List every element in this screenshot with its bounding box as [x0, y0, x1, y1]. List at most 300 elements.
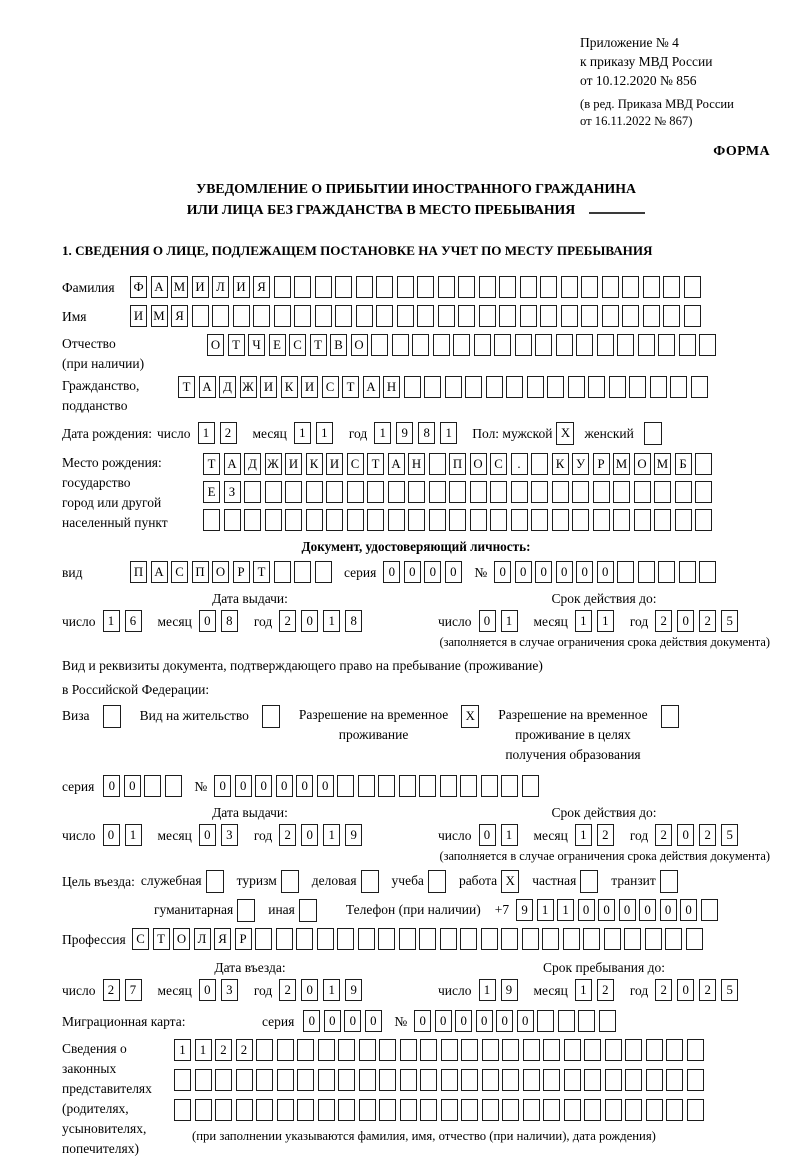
form-cell[interactable]	[297, 1099, 314, 1121]
form-cell[interactable]	[588, 376, 605, 398]
form-cell[interactable]: С	[322, 376, 339, 398]
form-cell[interactable]	[408, 509, 425, 531]
year-cell[interactable]: 9	[396, 422, 413, 444]
form-cell[interactable]	[445, 376, 462, 398]
form-cell[interactable]: 0	[303, 1010, 320, 1032]
form-cell[interactable]	[540, 276, 557, 298]
month-cell[interactable]: 1	[575, 979, 592, 1001]
form-cell[interactable]	[335, 305, 352, 327]
form-cell[interactable]	[564, 1039, 581, 1061]
form-cell[interactable]: Б	[675, 453, 692, 475]
form-cell[interactable]: Р	[593, 453, 610, 475]
form-cell[interactable]: Т	[253, 561, 270, 583]
form-cell[interactable]: Е	[203, 481, 220, 503]
form-cell[interactable]	[482, 1039, 499, 1061]
year-cell[interactable]: 2	[655, 824, 672, 846]
form-cell[interactable]	[599, 1010, 616, 1032]
form-cell[interactable]	[643, 276, 660, 298]
form-cell[interactable]: 0	[424, 561, 441, 583]
form-cell[interactable]: М	[171, 276, 188, 298]
form-cell[interactable]	[297, 1069, 314, 1091]
form-cell[interactable]	[499, 276, 516, 298]
year-cell[interactable]: 0	[677, 824, 694, 846]
form-cell[interactable]: С	[347, 453, 364, 475]
form-cell[interactable]: Т	[228, 334, 245, 356]
day-cell[interactable]: 9	[501, 979, 518, 1001]
form-cell[interactable]	[367, 509, 384, 531]
year-cell[interactable]: 1	[323, 979, 340, 1001]
form-cell[interactable]: 1	[557, 899, 574, 921]
form-cell[interactable]	[256, 1099, 273, 1121]
form-cell[interactable]: Л	[212, 276, 229, 298]
form-cell[interactable]	[212, 305, 229, 327]
form-cell[interactable]	[482, 1069, 499, 1091]
form-cell[interactable]	[602, 305, 619, 327]
form-cell[interactable]	[490, 509, 507, 531]
form-cell[interactable]: И	[260, 376, 277, 398]
form-cell[interactable]	[593, 509, 610, 531]
form-cell[interactable]	[277, 1099, 294, 1121]
form-cell[interactable]	[543, 1039, 560, 1061]
option-checkbox[interactable]	[428, 870, 446, 893]
form-cell[interactable]	[429, 481, 446, 503]
form-cell[interactable]: Я	[214, 928, 231, 950]
form-cell[interactable]	[679, 334, 696, 356]
form-cell[interactable]	[561, 276, 578, 298]
form-cell[interactable]: О	[207, 334, 224, 356]
form-cell[interactable]	[441, 1039, 458, 1061]
form-cell[interactable]: Я	[171, 305, 188, 327]
form-cell[interactable]	[679, 561, 696, 583]
form-cell[interactable]	[441, 1069, 458, 1091]
form-cell[interactable]	[318, 1039, 335, 1061]
form-cell[interactable]	[458, 276, 475, 298]
form-cell[interactable]	[338, 1039, 355, 1061]
form-cell[interactable]	[429, 509, 446, 531]
form-cell[interactable]: И	[301, 376, 318, 398]
form-cell[interactable]: 0	[404, 561, 421, 583]
form-cell[interactable]	[256, 1039, 273, 1061]
option-checkbox[interactable]	[237, 899, 255, 922]
form-cell[interactable]	[461, 1039, 478, 1061]
form-cell[interactable]	[399, 928, 416, 950]
form-cell[interactable]: Т	[153, 928, 170, 950]
form-cell[interactable]	[531, 481, 548, 503]
form-cell[interactable]	[337, 928, 354, 950]
form-cell[interactable]: И	[192, 276, 209, 298]
form-cell[interactable]	[520, 305, 537, 327]
form-cell[interactable]: О	[212, 561, 229, 583]
form-cell[interactable]: И	[285, 453, 302, 475]
form-cell[interactable]	[597, 334, 614, 356]
form-cell[interactable]	[695, 481, 712, 503]
form-cell[interactable]: 0	[317, 775, 334, 797]
form-cell[interactable]: 0	[276, 775, 293, 797]
month-cell[interactable]: 0	[199, 610, 216, 632]
form-cell[interactable]	[604, 928, 621, 950]
form-cell[interactable]	[326, 481, 343, 503]
form-cell[interactable]: И	[326, 453, 343, 475]
option-checkbox[interactable]	[281, 870, 299, 893]
form-cell[interactable]	[666, 1099, 683, 1121]
form-cell[interactable]	[537, 1010, 554, 1032]
form-cell[interactable]	[371, 334, 388, 356]
form-cell[interactable]	[687, 1069, 704, 1091]
form-cell[interactable]	[144, 775, 161, 797]
form-cell[interactable]	[306, 509, 323, 531]
month-cell[interactable]: 0	[199, 824, 216, 846]
form-cell[interactable]	[654, 481, 671, 503]
form-cell[interactable]	[699, 561, 716, 583]
form-cell[interactable]	[552, 481, 569, 503]
form-cell[interactable]	[625, 1069, 642, 1091]
form-cell[interactable]	[666, 1069, 683, 1091]
form-cell[interactable]	[670, 376, 687, 398]
form-cell[interactable]	[646, 1069, 663, 1091]
form-cell[interactable]	[367, 481, 384, 503]
form-cell[interactable]	[520, 276, 537, 298]
day-cell[interactable]: 6	[125, 610, 142, 632]
form-cell[interactable]	[276, 928, 293, 950]
form-cell[interactable]: 0	[324, 1010, 341, 1032]
form-cell[interactable]	[392, 334, 409, 356]
form-cell[interactable]: 0	[235, 775, 252, 797]
form-cell[interactable]	[522, 928, 539, 950]
form-cell[interactable]	[404, 376, 421, 398]
form-cell[interactable]: 0	[619, 899, 636, 921]
form-cell[interactable]: 0	[255, 775, 272, 797]
year-cell[interactable]: 8	[418, 422, 435, 444]
form-cell[interactable]	[195, 1069, 212, 1091]
form-cell[interactable]	[556, 334, 573, 356]
form-cell[interactable]: 0	[535, 561, 552, 583]
form-cell[interactable]	[388, 481, 405, 503]
day-cell[interactable]: 7	[125, 979, 142, 1001]
form-cell[interactable]: 0	[124, 775, 141, 797]
form-cell[interactable]: 1	[537, 899, 554, 921]
form-cell[interactable]	[552, 509, 569, 531]
year-cell[interactable]: 0	[301, 610, 318, 632]
form-cell[interactable]	[501, 775, 518, 797]
form-cell[interactable]: А	[151, 561, 168, 583]
form-cell[interactable]: Т	[178, 376, 195, 398]
form-cell[interactable]: Ж	[240, 376, 257, 398]
form-cell[interactable]	[625, 1099, 642, 1121]
form-cell[interactable]	[654, 509, 671, 531]
form-cell[interactable]: Р	[235, 928, 252, 950]
form-cell[interactable]: 0	[556, 561, 573, 583]
form-cell[interactable]	[646, 1039, 663, 1061]
form-cell[interactable]	[531, 509, 548, 531]
form-cell[interactable]: 0	[598, 899, 615, 921]
form-cell[interactable]	[605, 1069, 622, 1091]
form-cell[interactable]	[605, 1099, 622, 1121]
form-cell[interactable]: М	[613, 453, 630, 475]
form-cell[interactable]	[522, 775, 539, 797]
form-cell[interactable]	[581, 305, 598, 327]
form-cell[interactable]: 2	[236, 1039, 253, 1061]
year-cell[interactable]: 2	[655, 610, 672, 632]
year-cell[interactable]: 5	[721, 979, 738, 1001]
form-cell[interactable]	[417, 276, 434, 298]
form-cell[interactable]	[502, 1099, 519, 1121]
form-cell[interactable]	[379, 1069, 396, 1091]
residence-permit-checkbox[interactable]	[262, 705, 280, 728]
form-cell[interactable]	[486, 376, 503, 398]
form-cell[interactable]	[572, 481, 589, 503]
form-cell[interactable]: О	[470, 453, 487, 475]
form-cell[interactable]	[318, 1069, 335, 1091]
form-cell[interactable]: Т	[310, 334, 327, 356]
form-cell[interactable]	[461, 1069, 478, 1091]
form-cell[interactable]	[501, 928, 518, 950]
form-cell[interactable]	[358, 928, 375, 950]
form-cell[interactable]	[515, 334, 532, 356]
form-cell[interactable]: 0	[455, 1010, 472, 1032]
form-cell[interactable]	[540, 305, 557, 327]
year-cell[interactable]: 2	[699, 610, 716, 632]
form-cell[interactable]: 0	[445, 561, 462, 583]
form-cell[interactable]	[634, 481, 651, 503]
form-cell[interactable]: Ч	[248, 334, 265, 356]
form-cell[interactable]: Д	[219, 376, 236, 398]
form-cell[interactable]	[663, 305, 680, 327]
month-cell[interactable]: 2	[597, 824, 614, 846]
form-cell[interactable]	[294, 305, 311, 327]
form-cell[interactable]	[602, 276, 619, 298]
month-cell[interactable]: 8	[221, 610, 238, 632]
form-cell[interactable]	[397, 305, 414, 327]
form-cell[interactable]	[563, 928, 580, 950]
form-cell[interactable]	[578, 1010, 595, 1032]
form-cell[interactable]	[347, 481, 364, 503]
form-cell[interactable]: М	[151, 305, 168, 327]
form-cell[interactable]: Ф	[130, 276, 147, 298]
form-cell[interactable]: И	[130, 305, 147, 327]
form-cell[interactable]	[658, 561, 675, 583]
form-cell[interactable]	[449, 509, 466, 531]
form-cell[interactable]	[315, 561, 332, 583]
form-cell[interactable]: 0	[660, 899, 677, 921]
form-cell[interactable]	[695, 453, 712, 475]
option-checkbox[interactable]	[660, 870, 678, 893]
form-cell[interactable]	[613, 509, 630, 531]
form-cell[interactable]	[412, 334, 429, 356]
form-cell[interactable]	[419, 928, 436, 950]
form-cell[interactable]	[274, 561, 291, 583]
form-cell[interactable]: 0	[383, 561, 400, 583]
form-cell[interactable]	[378, 928, 395, 950]
month-cell[interactable]: 0	[199, 979, 216, 1001]
form-cell[interactable]	[572, 509, 589, 531]
form-cell[interactable]	[378, 775, 395, 797]
form-cell[interactable]	[397, 276, 414, 298]
form-cell[interactable]	[215, 1069, 232, 1091]
form-cell[interactable]	[420, 1039, 437, 1061]
form-cell[interactable]	[356, 305, 373, 327]
year-cell[interactable]: 9	[345, 979, 362, 1001]
form-cell[interactable]	[265, 509, 282, 531]
form-cell[interactable]: О	[173, 928, 190, 950]
form-cell[interactable]	[482, 1099, 499, 1121]
day-cell[interactable]: 1	[501, 824, 518, 846]
form-cell[interactable]	[326, 509, 343, 531]
form-cell[interactable]	[318, 1099, 335, 1121]
form-cell[interactable]	[470, 481, 487, 503]
form-cell[interactable]	[449, 481, 466, 503]
year-cell[interactable]: 0	[677, 610, 694, 632]
form-cell[interactable]	[440, 928, 457, 950]
form-cell[interactable]: Л	[194, 928, 211, 950]
form-cell[interactable]	[646, 1099, 663, 1121]
form-cell[interactable]	[687, 1099, 704, 1121]
form-cell[interactable]	[481, 928, 498, 950]
form-cell[interactable]	[634, 509, 651, 531]
form-cell[interactable]: 2	[215, 1039, 232, 1061]
form-cell[interactable]	[399, 775, 416, 797]
form-cell[interactable]	[624, 928, 641, 950]
form-cell[interactable]	[274, 276, 291, 298]
form-cell[interactable]: Д	[244, 453, 261, 475]
edu-residence-checkbox[interactable]	[661, 705, 679, 728]
form-cell[interactable]	[686, 928, 703, 950]
form-cell[interactable]	[490, 481, 507, 503]
form-cell[interactable]: К	[552, 453, 569, 475]
form-cell[interactable]	[584, 1099, 601, 1121]
form-cell[interactable]: В	[330, 334, 347, 356]
form-cell[interactable]	[581, 276, 598, 298]
form-cell[interactable]	[277, 1069, 294, 1091]
form-cell[interactable]	[506, 376, 523, 398]
form-cell[interactable]: С	[490, 453, 507, 475]
form-cell[interactable]	[687, 1039, 704, 1061]
day-cell[interactable]: 1	[479, 979, 496, 1001]
year-cell[interactable]: 1	[323, 610, 340, 632]
form-cell[interactable]	[338, 1099, 355, 1121]
form-cell[interactable]	[359, 1069, 376, 1091]
form-cell[interactable]	[584, 1069, 601, 1091]
form-cell[interactable]	[438, 305, 455, 327]
form-cell[interactable]: 0	[414, 1010, 431, 1032]
form-cell[interactable]	[359, 1099, 376, 1121]
form-cell[interactable]: 0	[515, 561, 532, 583]
year-cell[interactable]: 2	[699, 824, 716, 846]
form-cell[interactable]: .	[511, 453, 528, 475]
form-cell[interactable]: С	[171, 561, 188, 583]
day-cell[interactable]: 1	[103, 610, 120, 632]
day-cell[interactable]: 2	[103, 979, 120, 1001]
option-checkbox[interactable]	[299, 899, 317, 922]
form-cell[interactable]	[561, 305, 578, 327]
form-cell[interactable]	[638, 561, 655, 583]
form-cell[interactable]: 0	[578, 899, 595, 921]
option-checkbox[interactable]	[361, 870, 379, 893]
form-cell[interactable]	[675, 481, 692, 503]
form-cell[interactable]: А	[388, 453, 405, 475]
form-cell[interactable]: 0	[435, 1010, 452, 1032]
form-cell[interactable]	[470, 509, 487, 531]
form-cell[interactable]: Т	[367, 453, 384, 475]
form-cell[interactable]	[543, 1099, 560, 1121]
form-cell[interactable]	[617, 334, 634, 356]
form-cell[interactable]	[315, 305, 332, 327]
form-cell[interactable]	[265, 481, 282, 503]
form-cell[interactable]	[317, 928, 334, 950]
day-cell[interactable]: 0	[479, 824, 496, 846]
form-cell[interactable]	[511, 509, 528, 531]
form-cell[interactable]	[499, 305, 516, 327]
form-cell[interactable]	[285, 481, 302, 503]
form-cell[interactable]	[695, 509, 712, 531]
form-cell[interactable]: 0	[365, 1010, 382, 1032]
form-cell[interactable]	[523, 1099, 540, 1121]
form-cell[interactable]	[400, 1069, 417, 1091]
sex-female-checkbox[interactable]	[644, 422, 662, 445]
form-cell[interactable]: К	[281, 376, 298, 398]
form-cell[interactable]	[576, 334, 593, 356]
form-cell[interactable]	[701, 899, 718, 921]
year-cell[interactable]: 0	[301, 824, 318, 846]
form-cell[interactable]	[583, 928, 600, 950]
form-cell[interactable]	[643, 305, 660, 327]
form-cell[interactable]	[502, 1039, 519, 1061]
form-cell[interactable]	[433, 334, 450, 356]
form-cell[interactable]	[165, 775, 182, 797]
form-cell[interactable]: С	[132, 928, 149, 950]
form-cell[interactable]	[613, 481, 630, 503]
form-cell[interactable]: У	[572, 453, 589, 475]
form-cell[interactable]	[376, 276, 393, 298]
form-cell[interactable]	[294, 276, 311, 298]
year-cell[interactable]: 5	[721, 610, 738, 632]
form-cell[interactable]	[531, 453, 548, 475]
form-cell[interactable]: 0	[680, 899, 697, 921]
option-checkbox[interactable]	[206, 870, 224, 893]
form-cell[interactable]: Н	[383, 376, 400, 398]
form-cell[interactable]	[424, 376, 441, 398]
form-cell[interactable]	[438, 276, 455, 298]
form-cell[interactable]: Ж	[265, 453, 282, 475]
form-cell[interactable]	[244, 481, 261, 503]
form-cell[interactable]	[408, 481, 425, 503]
form-cell[interactable]	[277, 1039, 294, 1061]
form-cell[interactable]	[479, 305, 496, 327]
form-cell[interactable]: П	[449, 453, 466, 475]
form-cell[interactable]	[527, 376, 544, 398]
form-cell[interactable]: О	[351, 334, 368, 356]
month-cell[interactable]: 2	[597, 979, 614, 1001]
form-cell[interactable]	[236, 1069, 253, 1091]
year-cell[interactable]: 9	[345, 824, 362, 846]
month-cell[interactable]: 1	[316, 422, 333, 444]
form-cell[interactable]	[233, 305, 250, 327]
form-cell[interactable]	[460, 928, 477, 950]
form-cell[interactable]: 1	[174, 1039, 191, 1061]
form-cell[interactable]	[684, 305, 701, 327]
form-cell[interactable]: Р	[233, 561, 250, 583]
form-cell[interactable]	[650, 376, 667, 398]
form-cell[interactable]: 9	[516, 899, 533, 921]
form-cell[interactable]	[215, 1099, 232, 1121]
form-cell[interactable]	[622, 276, 639, 298]
form-cell[interactable]	[274, 305, 291, 327]
form-cell[interactable]: О	[634, 453, 651, 475]
form-cell[interactable]: 0	[344, 1010, 361, 1032]
year-cell[interactable]: 2	[655, 979, 672, 1001]
form-cell[interactable]	[699, 334, 716, 356]
form-cell[interactable]	[453, 334, 470, 356]
form-cell[interactable]: А	[199, 376, 216, 398]
